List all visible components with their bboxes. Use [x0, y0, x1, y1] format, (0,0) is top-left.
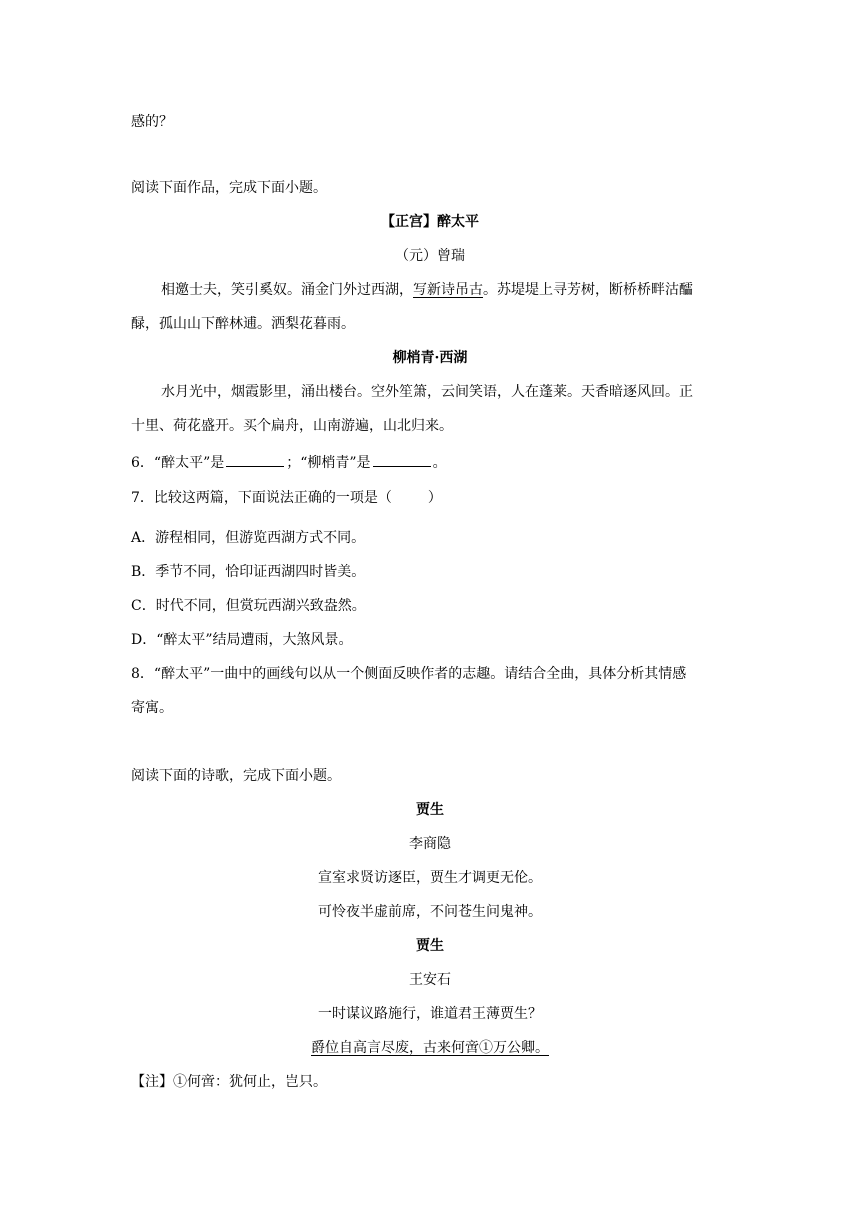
text-line: 感的？: [131, 114, 173, 130]
poem-author: 李商隐: [409, 836, 451, 852]
question-8: 8．“醉太平”一曲中的画线句以从一个侧面反映作者的志趣。请结合全曲，具体分析其情感: [131, 666, 687, 682]
question-7: [131, 488, 442, 508]
poem-line-underlined: [0, 1038, 860, 1058]
footnote: 【注】①何啻：犹何止，岂只。: [131, 1074, 327, 1090]
answer-blank[interactable]: [373, 452, 431, 467]
poem-text: 相邀士夫，笑引奚奴。涌金门外过西湖，: [161, 282, 413, 298]
poem-line: 水月光中，烟霞影里，涌出楼台。空外笙箫，云间笑语，人在蓬莱。天香暗逐风回。正: [161, 384, 693, 400]
option-a: A．游程相同，但游览西湖方式不同。: [131, 530, 366, 546]
question-text: ）: [427, 490, 442, 506]
poem-line: [161, 280, 693, 300]
poem-title: 贾生: [416, 802, 444, 818]
question-8-cont: 寄寓。: [131, 700, 173, 716]
poem-line: 一时谋议路施行，谁道君王薄贾生？: [318, 1006, 542, 1022]
section-intro: 阅读下面的诗歌，完成下面小题。: [131, 768, 341, 784]
section-intro: 阅读下面作品，完成下面小题。: [131, 180, 327, 196]
poem-author: 王安石: [409, 972, 451, 988]
answer-blank[interactable]: [226, 452, 284, 467]
poem-line: 宣室求贤访逐臣，贾生才调更无伦。: [318, 870, 542, 886]
question-6: [131, 452, 447, 473]
question-text: 6．“醉太平”是: [131, 455, 225, 471]
poem-text: 。苏堤堤上寻芳树，断桥桥畔沽醽: [483, 282, 693, 298]
poem-author: （元）曾瑞: [395, 248, 465, 264]
poem-title: 贾生: [416, 938, 444, 954]
option-d: D．“醉太平”结局遭雨，大煞风景。: [131, 632, 353, 648]
poem-line: 可怜夜半虚前席，不问苍生问鬼神。: [318, 904, 542, 920]
underlined-sentence: 写新诗吊古: [413, 282, 483, 298]
option-c: C．时代不同，但赏玩西湖兴致盎然。: [131, 598, 366, 614]
poem-line: 醁，孤山山下醉林逋。洒梨花暮雨。: [131, 316, 355, 332]
question-text: ；“柳梢青”是: [286, 455, 371, 471]
option-b: B．季节不同，恰印证西湖四时皆美。: [131, 564, 366, 580]
poem-line: 十里、荷花盛开。买个扁舟，山南游遍，山北归来。: [131, 418, 453, 434]
question-text: 7．比较这两篇，下面说法正确的一项是（: [131, 490, 392, 506]
underlined-sentence: 爵位自高言尽废，古来何啻①万公卿。: [311, 1040, 549, 1056]
poem-title: 柳梢青·西湖: [392, 350, 468, 366]
poem-title: 【正宫】醉太平: [381, 214, 479, 230]
question-text: 。: [432, 455, 447, 471]
